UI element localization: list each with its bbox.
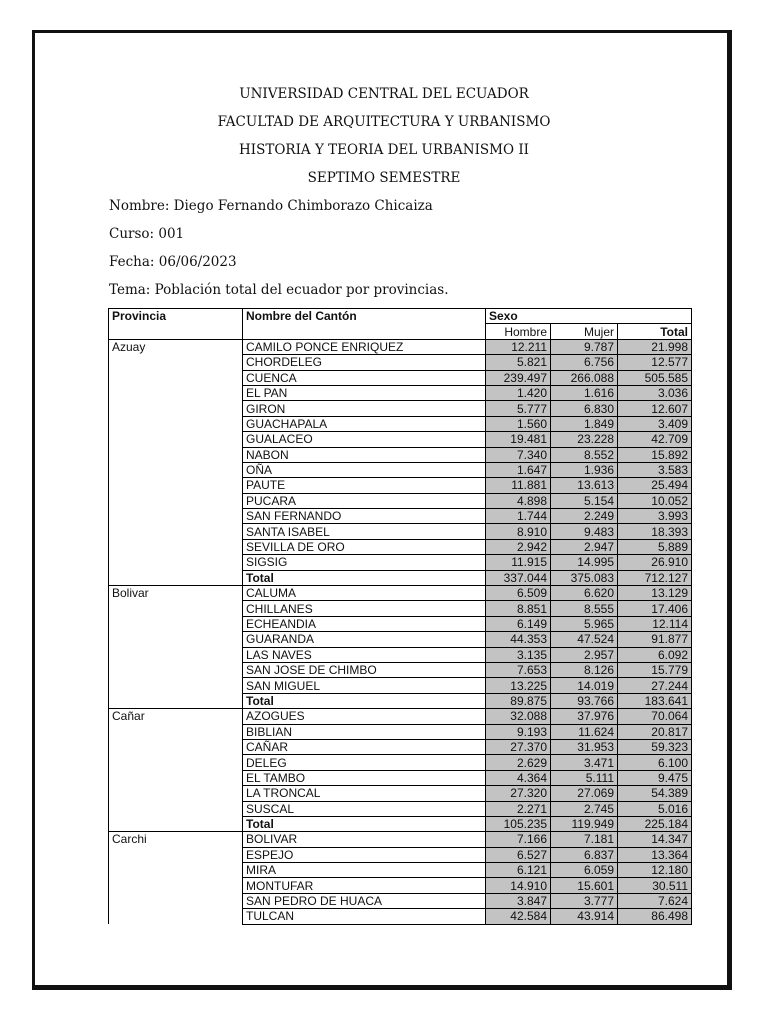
table-row xyxy=(109,832,692,847)
men-value: 6.121 xyxy=(486,863,551,878)
total-value: 5.016 xyxy=(618,801,692,816)
total-value: 14.347 xyxy=(618,832,692,847)
canton-name: GUALACEO xyxy=(243,432,486,447)
women-value: 6.830 xyxy=(551,401,618,416)
total-value: 12.114 xyxy=(618,616,692,631)
canton-name: LAS NAVES xyxy=(243,647,486,662)
header-province: Provincia xyxy=(109,309,243,340)
canton-name: MIRA xyxy=(243,863,486,878)
women-value: 6.756 xyxy=(551,355,618,370)
table-row xyxy=(109,339,692,354)
total-value: 3.583 xyxy=(618,462,692,477)
canton-name: CHORDELEG xyxy=(243,355,486,370)
men-value: 239.497 xyxy=(486,370,551,385)
men-value: 1.560 xyxy=(486,416,551,431)
women-value: 6.059 xyxy=(551,863,618,878)
men-value: 32.088 xyxy=(486,709,551,724)
women-value: 9.787 xyxy=(551,339,618,354)
women-value: 5.965 xyxy=(551,616,618,631)
total-value: 5.889 xyxy=(618,539,692,554)
women-value: 8.126 xyxy=(551,662,618,677)
course-title: HISTORIA Y TEORIA DEL URBANISMO II xyxy=(238,142,530,158)
canton-name: AZOGUES xyxy=(243,709,486,724)
men-value: 3.135 xyxy=(486,647,551,662)
men-value: 9.193 xyxy=(486,724,551,739)
canton-name: EL TAMBO xyxy=(243,770,486,785)
total-value: 59.323 xyxy=(618,739,692,754)
women-value: 27.069 xyxy=(551,786,618,801)
canton-name: LA TRONCAL xyxy=(243,786,486,801)
total-value: 12.607 xyxy=(618,401,692,416)
total-value: 27.244 xyxy=(618,678,692,693)
men-value: 11.881 xyxy=(486,478,551,493)
canton-name: SAN FERNANDO xyxy=(243,509,486,524)
men-total: 105.235 xyxy=(486,816,551,831)
total-value: 3.993 xyxy=(618,509,692,524)
total-value: 9.475 xyxy=(618,770,692,785)
table-row xyxy=(109,586,692,601)
canton-name: PUCARA xyxy=(243,493,486,508)
canton-name: ESPEJO xyxy=(243,847,486,862)
canton-name: GUARANDA xyxy=(243,632,486,647)
canton-name: PAUTE xyxy=(243,478,486,493)
men-value: 2.942 xyxy=(486,539,551,554)
total-value: 13.364 xyxy=(618,847,692,862)
women-value: 14.019 xyxy=(551,678,618,693)
women-value: 2.947 xyxy=(551,539,618,554)
canton-name: CHILLANES xyxy=(243,601,486,616)
women-value: 1.849 xyxy=(551,416,618,431)
women-value: 5.154 xyxy=(551,493,618,508)
women-value: 2.745 xyxy=(551,801,618,816)
total-value: 70.064 xyxy=(618,709,692,724)
men-value: 6.509 xyxy=(486,586,551,601)
grand-total: 183.641 xyxy=(618,693,692,708)
province-cell: Carchi xyxy=(109,832,243,924)
header-men: Hombre xyxy=(486,324,551,339)
canton-name: SIGSIG xyxy=(243,555,486,570)
men-value: 14.910 xyxy=(486,878,551,893)
total-label: Total xyxy=(243,693,486,708)
men-value: 27.320 xyxy=(486,786,551,801)
grand-total: 225.184 xyxy=(618,816,692,831)
total-value: 17.406 xyxy=(618,601,692,616)
women-value: 6.620 xyxy=(551,586,618,601)
men-value: 1.647 xyxy=(486,462,551,477)
men-value: 8.910 xyxy=(486,524,551,539)
topic: Tema: Población total del ecuador por provincias. xyxy=(109,282,449,298)
total-value: 21.998 xyxy=(618,339,692,354)
men-total: 89.875 xyxy=(486,693,551,708)
men-value: 42.584 xyxy=(486,909,551,924)
men-value: 12.211 xyxy=(486,339,551,354)
total-value: 15.892 xyxy=(618,447,692,462)
men-value: 8.851 xyxy=(486,601,551,616)
total-value: 54.389 xyxy=(618,786,692,801)
men-value: 6.149 xyxy=(486,616,551,631)
header-sex: Sexo xyxy=(486,309,692,324)
men-value: 6.527 xyxy=(486,847,551,862)
men-value: 1.420 xyxy=(486,385,551,400)
total-value: 25.494 xyxy=(618,478,692,493)
total-value: 12.577 xyxy=(618,355,692,370)
header-canton: Nombre del Cantón xyxy=(243,309,486,340)
total-value: 3.409 xyxy=(618,416,692,431)
men-value: 13.225 xyxy=(486,678,551,693)
canton-name: DELEG xyxy=(243,755,486,770)
men-value: 4.364 xyxy=(486,770,551,785)
canton-name: EL PAN xyxy=(243,385,486,400)
women-value: 8.552 xyxy=(551,447,618,462)
canton-name: GUACHAPALA xyxy=(243,416,486,431)
men-value: 4.898 xyxy=(486,493,551,508)
canton-name: GIRON xyxy=(243,401,486,416)
women-total: 93.766 xyxy=(551,693,618,708)
men-total: 337.044 xyxy=(486,570,551,585)
men-value: 7.653 xyxy=(486,662,551,677)
canton-name: CAMILO PONCE ENRIQUEZ xyxy=(243,339,486,354)
total-value: 20.817 xyxy=(618,724,692,739)
total-value: 10.052 xyxy=(618,493,692,508)
total-value: 505.585 xyxy=(618,370,692,385)
canton-name: SEVILLA DE ORO xyxy=(243,539,486,554)
women-value: 3.777 xyxy=(551,893,618,908)
canton-name: CUENCA xyxy=(243,370,486,385)
women-value: 8.555 xyxy=(551,601,618,616)
women-value: 14.995 xyxy=(551,555,618,570)
canton-name: SAN PEDRO DE HUACA xyxy=(243,893,486,908)
women-total: 375.083 xyxy=(551,570,618,585)
total-value: 13.129 xyxy=(618,586,692,601)
table-row xyxy=(109,709,692,724)
canton-name: SAN MIGUEL xyxy=(243,678,486,693)
header-women: Mujer xyxy=(551,324,618,339)
women-value: 6.837 xyxy=(551,847,618,862)
men-value: 5.777 xyxy=(486,401,551,416)
men-value: 27.370 xyxy=(486,739,551,754)
canton-name: CALUMA xyxy=(243,586,486,601)
semester-title: SEPTIMO SEMESTRE xyxy=(307,170,461,186)
men-value: 5.821 xyxy=(486,355,551,370)
total-value: 6.100 xyxy=(618,755,692,770)
men-value: 3.847 xyxy=(486,893,551,908)
men-value: 11.915 xyxy=(486,555,551,570)
course-number: Curso: 001 xyxy=(109,226,185,242)
men-value: 7.340 xyxy=(486,447,551,462)
total-value: 12.180 xyxy=(618,863,692,878)
canton-name: MONTUFAR xyxy=(243,878,486,893)
province-cell: Cañar xyxy=(109,709,243,832)
men-value: 7.166 xyxy=(486,832,551,847)
table-header-row xyxy=(109,309,692,324)
canton-name: CAÑAR xyxy=(243,739,486,754)
men-value: 19.481 xyxy=(486,432,551,447)
student-name: Nombre: Diego Fernando Chimborazo Chicaiza xyxy=(109,198,433,214)
total-label: Total xyxy=(243,816,486,831)
canton-name: ECHEANDIA xyxy=(243,616,486,631)
canton-name: SUSCAL xyxy=(243,801,486,816)
total-value: 26.910 xyxy=(618,555,692,570)
women-value: 47.524 xyxy=(551,632,618,647)
canton-name: SANTA ISABEL xyxy=(243,524,486,539)
canton-name: NABON xyxy=(243,447,486,462)
header-total: Total xyxy=(618,324,692,339)
total-value: 18.393 xyxy=(618,524,692,539)
women-value: 15.601 xyxy=(551,878,618,893)
women-value: 1.936 xyxy=(551,462,618,477)
total-value: 6.092 xyxy=(618,647,692,662)
men-value: 44.353 xyxy=(486,632,551,647)
canton-name: OÑA xyxy=(243,462,486,477)
canton-name: TULCAN xyxy=(243,909,486,924)
total-value: 3.036 xyxy=(618,385,692,400)
women-value: 5.111 xyxy=(551,770,618,785)
women-value: 7.181 xyxy=(551,832,618,847)
women-value: 37.976 xyxy=(551,709,618,724)
total-value: 7.624 xyxy=(618,893,692,908)
total-label: Total xyxy=(243,570,486,585)
province-cell: Bolivar xyxy=(109,586,243,709)
grand-total: 712.127 xyxy=(618,570,692,585)
women-value: 3.471 xyxy=(551,755,618,770)
province-cell: Azuay xyxy=(109,339,243,585)
total-value: 15.779 xyxy=(618,662,692,677)
total-value: 42.709 xyxy=(618,432,692,447)
total-value: 91.877 xyxy=(618,632,692,647)
faculty-title: FACULTAD DE ARQUITECTURA Y URBANISMO xyxy=(217,114,551,130)
women-value: 266.088 xyxy=(551,370,618,385)
total-value: 30.511 xyxy=(618,878,692,893)
women-value: 9.483 xyxy=(551,524,618,539)
men-value: 2.629 xyxy=(486,755,551,770)
university-title: UNIVERSIDAD CENTRAL DEL ECUADOR xyxy=(239,86,529,102)
men-value: 1.744 xyxy=(486,509,551,524)
women-value: 13.613 xyxy=(551,478,618,493)
canton-name: BIBLIAN xyxy=(243,724,486,739)
total-value: 86.498 xyxy=(618,909,692,924)
date: Fecha: 06/06/2023 xyxy=(109,254,237,270)
canton-name: BOLIVAR xyxy=(243,832,486,847)
women-value: 2.957 xyxy=(551,647,618,662)
women-value: 1.616 xyxy=(551,385,618,400)
women-value: 11.624 xyxy=(551,724,618,739)
women-value: 43.914 xyxy=(551,909,618,924)
women-value: 31.953 xyxy=(551,739,618,754)
women-value: 2.249 xyxy=(551,509,618,524)
women-total: 119.949 xyxy=(551,816,618,831)
men-value: 2.271 xyxy=(486,801,551,816)
women-value: 23.228 xyxy=(551,432,618,447)
population-table xyxy=(108,308,692,925)
canton-name: SAN JOSE DE CHIMBO xyxy=(243,662,486,677)
